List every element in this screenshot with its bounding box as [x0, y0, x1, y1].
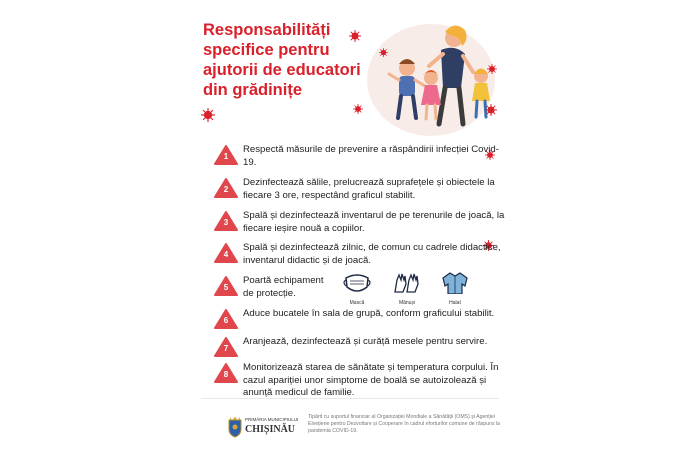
item-number: 7: [223, 344, 229, 353]
virus-icon: [349, 30, 361, 42]
equipment-label: Mască: [349, 300, 365, 306]
title-line: ajutorii de educatori: [203, 61, 361, 79]
equipment-label: Mănuși: [398, 300, 416, 306]
item-text: Respectă măsurile de prevenire a răspândirii infecției Covid-19.: [243, 144, 499, 168]
warning-triangle-icon: [213, 177, 239, 199]
virus-icon: [201, 108, 215, 122]
virus-icon: [487, 64, 497, 74]
warning-triangle-icon: [213, 144, 239, 166]
item-text: Spală și dezinfectează inventarul de pe terenurile de joacă, la fiecare ieșire nouă a copiilor.: [243, 210, 505, 234]
warning-triangle-icon: [213, 210, 239, 232]
footer-divider: [201, 398, 499, 399]
title-line: Responsabilități: [203, 21, 331, 39]
gloves-icon: [392, 272, 422, 294]
gown-icon: [440, 272, 470, 294]
title-line: din grădinițe: [203, 81, 302, 99]
equipment-gloves: [387, 272, 427, 306]
warning-triangle-icon: [213, 308, 239, 330]
item-number: 3: [223, 218, 229, 227]
warning-triangle-icon: [213, 336, 239, 358]
teacher-children-illustration: [349, 18, 499, 138]
virus-icon: [379, 48, 388, 57]
page-title: [203, 20, 361, 100]
equipment-label: Halat: [449, 300, 461, 306]
logo-caption: PRIMĂRIA MUNICIPIULUI: [245, 417, 299, 422]
item-number: 5: [223, 283, 229, 292]
equipment-gown: [435, 272, 475, 306]
virus-icon: [353, 104, 363, 114]
logo-city: CHIȘINĂU: [245, 424, 296, 435]
item-text: Aranjează, dezinfectează și curăță mesele pentru servire.: [243, 336, 488, 347]
virus-icon: [485, 104, 497, 116]
mask-icon: [342, 272, 372, 294]
warning-triangle-icon: [213, 362, 239, 384]
item-number: 8: [223, 370, 229, 379]
item-number: 1: [223, 152, 229, 161]
item-text: Monitorizează starea de sănătate și temperatura corpului. În cazul apariției unor simptome de boală se autoizolează și anunță medicul de familie.: [243, 362, 499, 398]
footer-note: Tipărit cu suportul financiar al Organizației Mondiale a Sănătății (OMS) și Agenției Elvețiene pentru Dezvoltare și Cooperare în cadrul eforturilor comune de răspuns la pandemia COVID-19.: [308, 414, 501, 434]
item-number: 6: [223, 316, 229, 325]
item-number: 4: [223, 250, 229, 259]
warning-triangle-icon: [213, 275, 239, 297]
item-text: Poartă echipament de protecție.: [243, 275, 324, 299]
item-number: 2: [223, 185, 229, 194]
item-text: Dezinfectează sălile, prelucrează suprafețele și obiectele la fiecare 3 ore, respectând graficul stabilit.: [243, 177, 495, 201]
poster: [183, 0, 517, 466]
equipment-mask: [337, 272, 377, 306]
coat-of-arms-icon: [227, 416, 243, 438]
city-hall-logo: [223, 414, 303, 444]
item-text: Aduce bucatele în sala de grupă, conform graficului stabilit.: [243, 308, 495, 319]
title-line: specifice pentru: [203, 41, 330, 59]
warning-triangle-icon: [213, 242, 239, 264]
item-text: Spală și dezinfectează zilnic, de comun cu cadrele didactice, inventarul didactic și de joacă.: [243, 242, 501, 266]
